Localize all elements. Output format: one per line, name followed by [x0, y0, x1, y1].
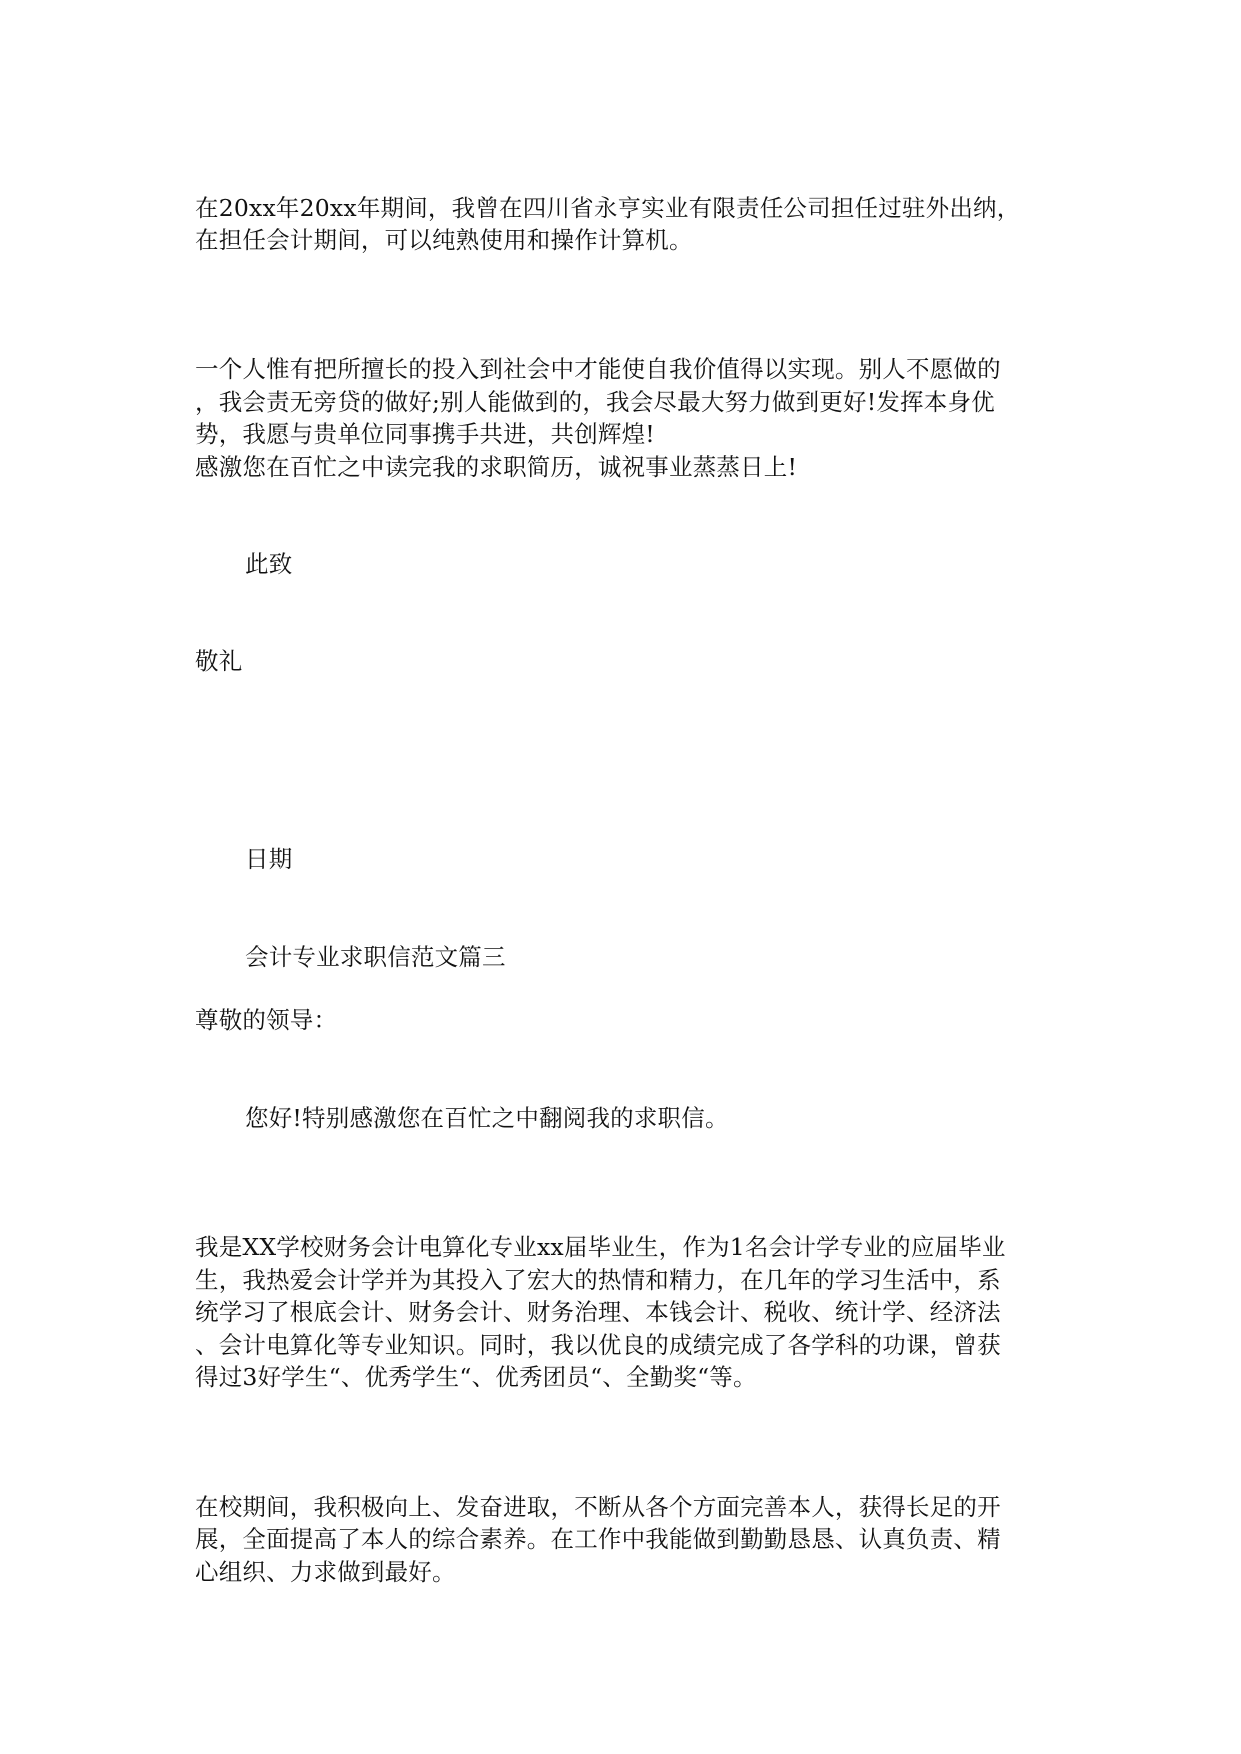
salutation: 尊敬的领导： — [195, 1006, 338, 1034]
text-line: 生，我热爱会计学并为其投入了宏大的热情和精力，在几年的学习生活中，系 — [195, 1266, 1001, 1294]
section-title: 会计专业求职信范文篇三 — [245, 943, 506, 971]
text-line: 在担任会计期间，可以纯熟使用和操作计算机。 — [195, 226, 693, 254]
text-line: 、会计电算化等专业知识。同时，我以优良的成绩完成了各学科的功课，曾获 — [195, 1331, 1001, 1359]
text-line: 一个人惟有把所擅长的投入到社会中才能使自我价值得以实现。别人不愿做的 — [195, 355, 1001, 383]
text-line: 势，我愿与贵单位同事携手共进，共创辉煌! — [195, 420, 655, 448]
text-line: 统学习了根底会计、财务会计、财务治理、本钱会计、税收、统计学、经济法 — [195, 1298, 1001, 1326]
text-line: ，我会责无旁贷的做好;别人能做到的，我会尽最大努力做到更好!发挥本身优 — [195, 388, 995, 416]
closing-jingli: 敬礼 — [195, 647, 243, 675]
date-label: 日期 — [245, 845, 293, 873]
text-line: 得过3好学生“、优秀学生“、优秀团员“、全勤奖“等。 — [195, 1363, 757, 1391]
text-line: 展，全面提高了本人的综合素养。在工作中我能做到勤勤恳恳、认真负责、精 — [195, 1525, 1001, 1553]
text-line: 心组织、力求做到最好。 — [195, 1558, 456, 1586]
greeting: 您好!特别感激您在百忙之中翻阅我的求职信。 — [245, 1104, 729, 1132]
text-line: 我是XX学校财务会计电算化专业xx届毕业生，作为1名会计学专业的应届毕业 — [195, 1233, 1006, 1261]
text-line: 在校期间，我积极向上、发奋进取，不断从各个方面完善本人，获得长足的开 — [195, 1493, 1001, 1521]
text-line: 感激您在百忙之中读完我的求职简历，诚祝事业蒸蒸日上! — [195, 453, 798, 481]
closing-cizhi: 此致 — [245, 550, 293, 578]
text-line: 在20xx年20xx年期间，我曾在四川省永亨实业有限责任公司担任过驻外出纳， — [195, 194, 1021, 222]
